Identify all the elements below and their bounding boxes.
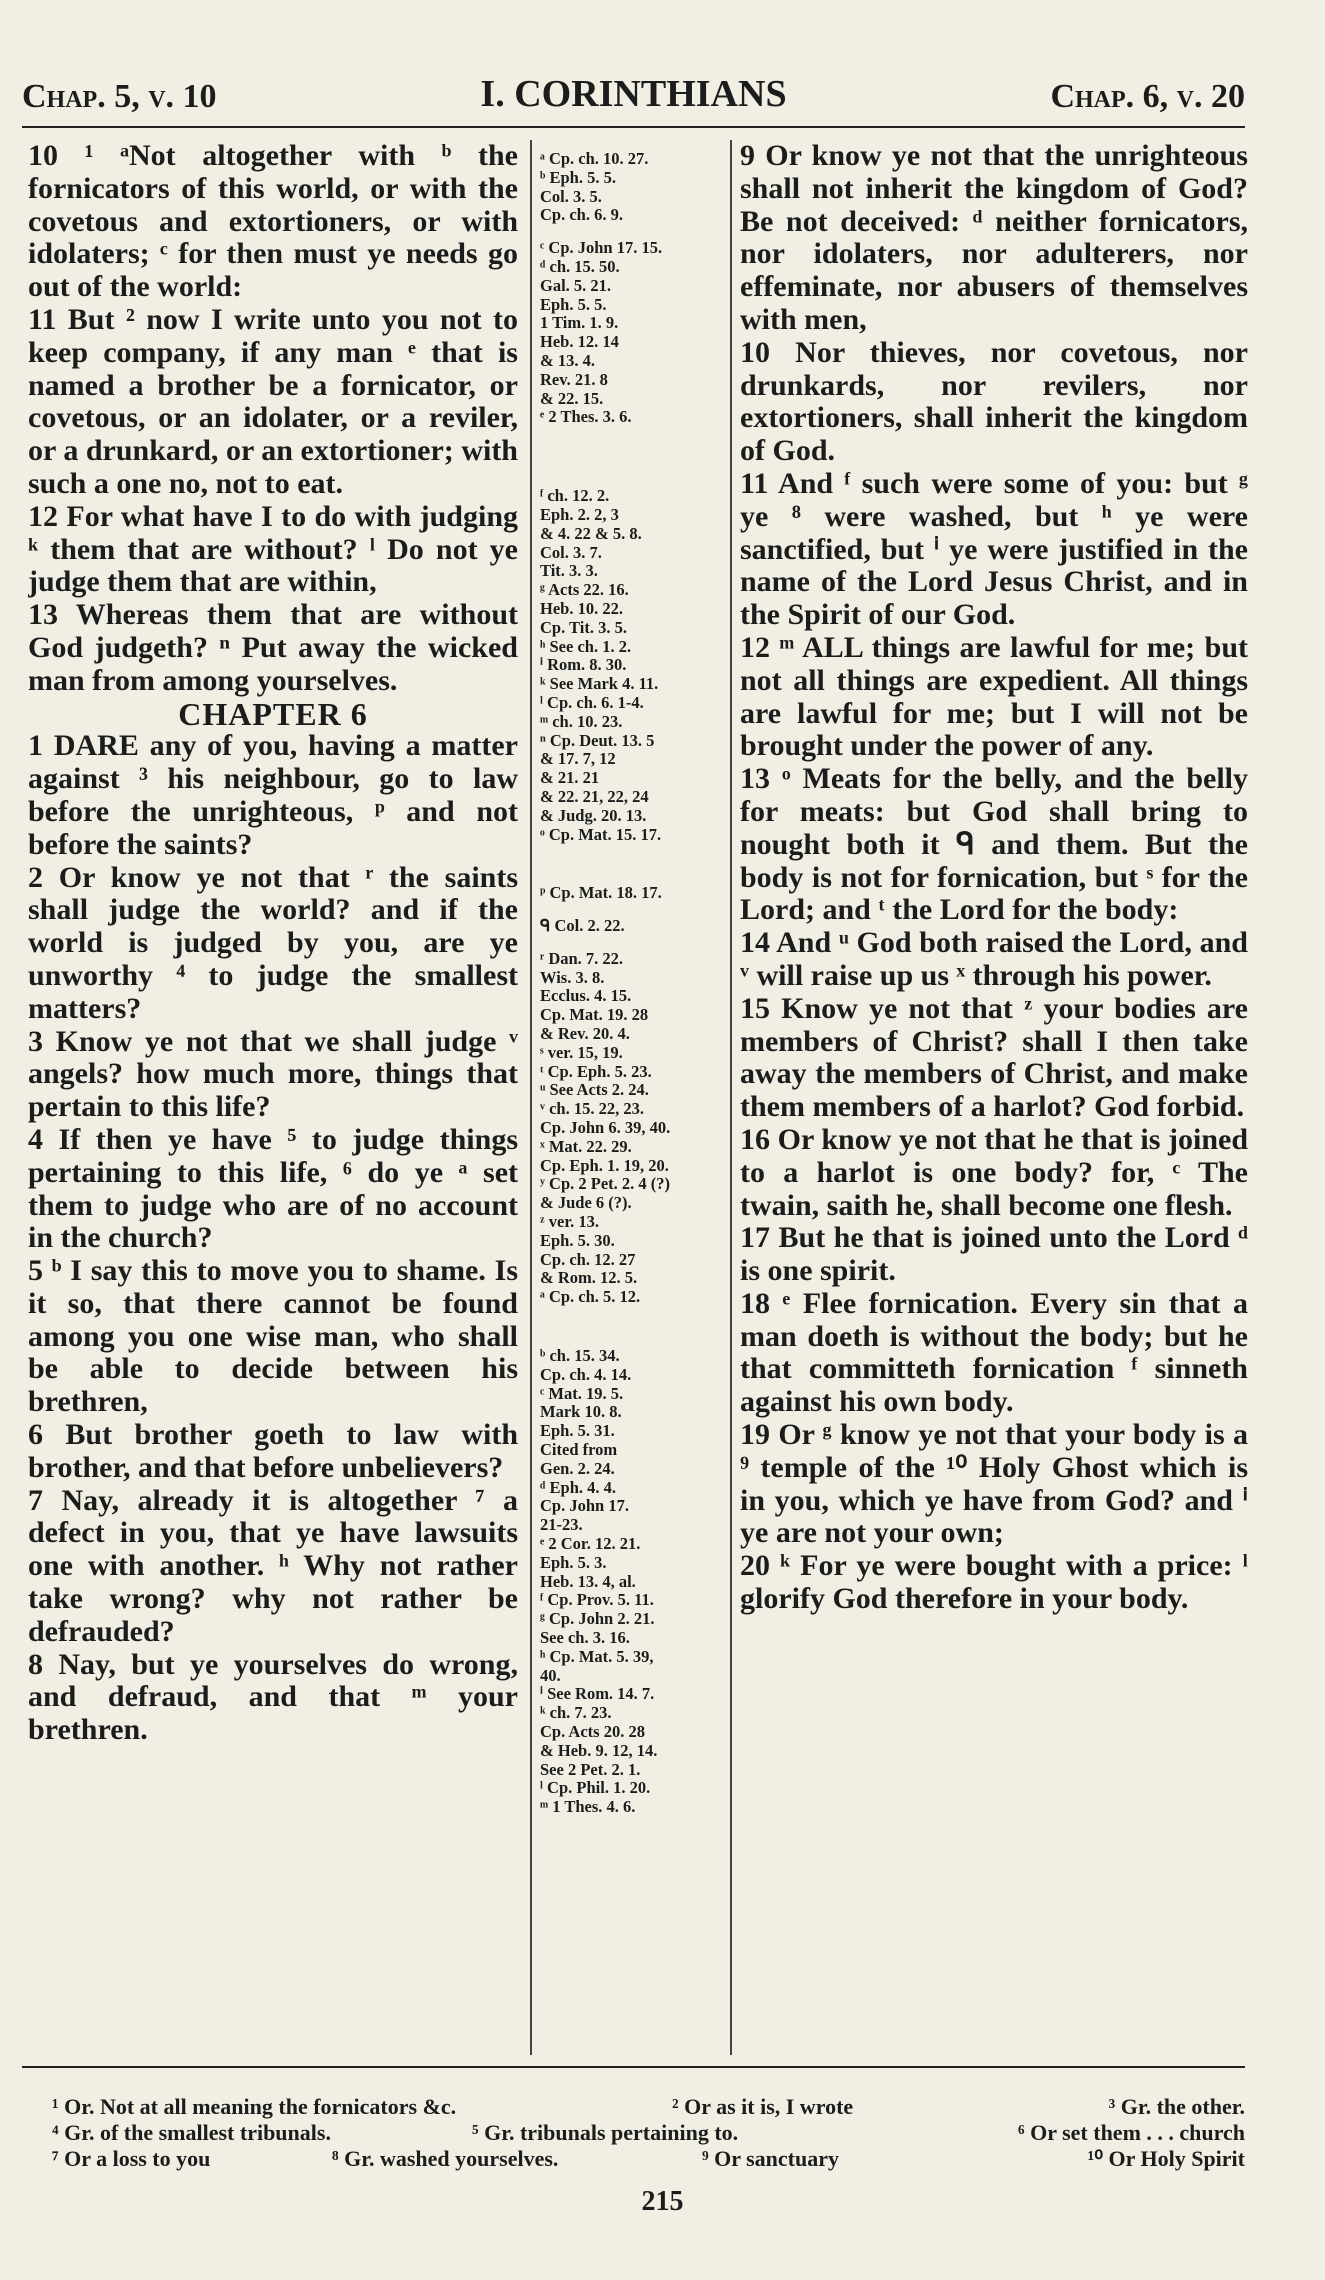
cross-ref: Ecclus. 4. 15. [540,986,632,1006]
footnote: ⁹ Or sanctuary [702,2146,839,2171]
footnote-row [22,2094,1245,2120]
cross-ref: See 2 Pet. 2. 1. [540,1759,641,1779]
footnote-row [22,2146,1245,2172]
verse: 20 ᵏ For ye were bought with a price: ˡ glorify God therefore in your body. [740,1549,1248,1616]
footnote-rule [22,2066,1245,2068]
header-rule [22,126,1245,128]
page-number: 215 [641,2186,684,2217]
cross-ref: ᶻ ver. 13. [540,1212,599,1232]
cross-ref: ᑫ Col. 2. 22. [540,916,625,936]
cross-ref: See ch. 3. 16. [540,1627,630,1647]
cross-ref: ᵇ Eph. 5. 5. [540,167,616,187]
cross-ref: Rev. 21. 8 [540,369,608,389]
cross-ref: & 22. 21, 22, 24 [540,786,649,806]
cross-ref: ᵉ 2 Cor. 12. 21. [540,1534,641,1553]
cross-ref: Heb. 12. 14 [540,332,619,352]
verse: 19 Or ᵍ know ye not that your body is a ⁹ temple of the ¹⁰ Holy Ghost which is in you, which ye have from God? and ⁱ ye are not your own; [740,1418,1248,1550]
verse: 3 Know ye not that we shall judge ᵛ angels? how much more, things that pertain to this life? [28,1024,518,1124]
cross-ref: ᶜ Mat. 19. 5. [540,1383,624,1403]
cross-ref: Cited from [540,1440,618,1460]
cross-ref: ᶠ ch. 12. 2. [540,486,610,506]
verse: 10 Nor thieves, nor covetous, nor drunkards, nor revilers, nor extortioners, shall inherit the kingdom of God. [740,335,1248,468]
cross-ref: & 21. 21 [540,768,600,788]
cross-ref: ʰ Cp. Mat. 5. 39, [540,1646,654,1666]
cross-ref: Cp. ch. 12. 27 [540,1249,636,1269]
cross-ref: Heb. 13. 4, al. [540,1571,636,1591]
verse: 13 Whereas them that are without God judgeth? ⁿ Put away the wicked man from among yourselves. [28,598,518,697]
cross-ref: Tit. 3. 3. [540,561,598,581]
footnotes [22,2094,1245,2172]
cross-ref: ʸ Cp. 2 Pet. 2. 4 (?) [540,1174,671,1194]
cross-ref: & Rev. 20. 4. [540,1024,630,1044]
cross-ref: ᵐ 1 Thes. 4. 6. [540,1797,636,1817]
cross-ref: Eph. 5. 3. [540,1552,607,1572]
cross-ref: ⁿ Cp. Deut. 13. 5 [540,730,655,750]
cross-ref: ᵏ ch. 7. 23. [540,1703,612,1723]
verse: 18 ᵉ Flee fornication. Every sin that a man doeth is without the body; but he that committeth fornication ᶠ sinneth against his own body. [740,1286,1248,1419]
cross-ref: Cp. Eph. 1. 19, 20. [540,1155,669,1175]
cross-ref: Gen. 2. 24. [540,1458,615,1478]
column-divider [530,140,532,2055]
verse: 11 And ᶠ such were some of you: but ᵍ ye ⁸ were washed, but ʰ ye were sanctified, but ⁱ ye were justified in the name of the Lord Jesus Christ, and in the Spirit of our God. [740,466,1248,632]
footnote: ² Or as it is, I wrote [672,2094,854,2119]
header-left-reference: Chap. 5, v. 10 [22,78,217,115]
cross-ref: & 22. 15. [540,388,604,408]
verse: 15 Know ye not that ᶻ your bodies are members of Christ? shall I then take away the members of Christ, and make them members of a harlot? God forbid. [740,991,1248,1124]
cross-ref: & Judg. 20. 13. [540,805,647,825]
verse: 7 Nay, already it is altogether ⁷ a defect in you, that ye have lawsuits one with another. ʰ Why not rather take wrong? why not rather be defrauded? [28,1483,518,1648]
verse: 5 ᵇ I say this to move you to shame. Is it so, that there cannot be found among you one wise man, who shall be able to decide between his brethren, [28,1254,518,1419]
verse: 6 But brother goeth to law with brother, and that before unbelievers? [28,1418,518,1484]
cross-ref: ᵘ See Acts 2. 24. [540,1080,649,1100]
verse: 9 Or know ye not that the unrighteous shall not inherit the kingdom of God? Be not deceived: ᵈ neither fornicators, nor idolaters, nor adulterers, nor effeminate, nor abusers of themselves with men, [740,140,1248,336]
cross-ref: ᵈ ch. 15. 50. [540,256,620,276]
cross-ref: ᵏ See Mark 4. 11. [540,674,659,694]
cross-ref: ᵒ Cp. Mat. 15. 17. [540,824,662,844]
page-header [22,72,1245,132]
cross-ref: ˡ Cp. ch. 6. 1-4. [540,692,644,712]
cross-ref: Eph. 5. 30. [540,1230,615,1250]
footnote: ³ Gr. the other. [1108,2094,1245,2119]
footnote: ¹⁰ Or Holy Spirit [1087,2146,1245,2171]
cross-ref: ᵗ Cp. Eph. 5. 23. [540,1061,652,1081]
cross-ref: Cp. ch. 4. 14. [540,1364,632,1384]
footnote: ⁵ Gr. tribunals pertaining to. [472,2120,739,2145]
verse: 16 Or know ye not that he that is joined to a harlot is one body? for, ᶜ The twain, saith he, shall become one flesh. [740,1122,1248,1222]
cross-ref: 40. [540,1665,561,1685]
cross-ref: ᵐ ch. 10. 23. [540,711,623,731]
cross-ref: Cp. Acts 20. 28 [540,1721,645,1741]
cross-ref: ʳ Dan. 7. 22. [540,948,624,968]
cross-ref: Gal. 5. 21. [540,275,612,295]
left-text-column [28,140,518,2055]
verse: 12 For what have I to do with judging ᵏ them that are without? ˡ Do not ye judge them that are within, [28,499,518,599]
cross-ref: ᶠ Cp. Prov. 5. 11. [540,1590,654,1610]
book-title: I. CORINTHIANS [480,73,787,115]
cross-ref: & 4. 22 & 5. 8. [540,523,642,543]
cross-ref: ᵉ 2 Thes. 3. 6. [540,407,632,427]
verse: 2 Or know ye not that ʳ the saints shall judge the world? and if the world is judged by you, are ye unworthy ⁴ to judge the smallest matters? [28,860,518,1025]
cross-ref: ⁱ See Rom. 14. 7. [540,1684,655,1704]
cross-ref: ᵇ ch. 15. 34. [540,1346,620,1366]
cross-ref: ᵍ Cp. John 2. 21. [540,1609,655,1629]
cross-ref: ˣ Mat. 22. 29. [540,1136,632,1156]
verse: 14 And ᵘ God both raised the Lord, and ᵛ will raise up us ˣ through his power. [740,926,1248,992]
footnote: ⁴ Gr. of the smallest tribunals. [52,2120,331,2145]
footnote: ⁷ Or a loss to you [52,2146,211,2171]
cross-ref: & 17. 7, 12 [540,749,616,769]
cross-ref: Cp. John 17. [540,1496,629,1516]
cross-ref: Eph. 5. 31. [540,1421,615,1441]
cross-ref: Mark 10. 8. [540,1402,622,1422]
footnote: ⁸ Gr. washed yourselves. [332,2146,559,2171]
cross-ref: & Jude 6 (?). [540,1193,632,1213]
cross-ref: ᵛ ch. 15. 22, 23. [540,1099,644,1119]
cross-ref: Cp. Mat. 19. 28 [540,1005,649,1025]
cross-ref: Cp. Tit. 3. 5. [540,617,627,637]
verse: 11 But ² now I write unto you not to keep company, if any man ᵉ that is named a brother be a fornicator, or covetous, or an idolater, or a reviler, or a drunkard, or an extortioner; with such a one no, not to eat. [28,302,518,500]
right-text-column [740,140,1248,2055]
cross-ref: ˡ Cp. Phil. 1. 20. [540,1778,651,1798]
column-divider [730,140,732,2055]
cross-ref: & 13. 4. [540,350,595,370]
cross-ref: & Rom. 12. 5. [540,1268,638,1288]
cross-ref: ˢ ver. 15, 19. [540,1042,623,1062]
cross-ref: Wis. 3. 8. [540,967,605,987]
footnote: ¹ Or. Not at all meaning the fornicators &c. [52,2094,457,2119]
verse: 8 Nay, but ye yourselves do wrong, and defraud, and that ᵐ your brethren. [28,1647,518,1747]
verse: 17 But he that is joined unto the Lord ᵈ is one spirit. [740,1221,1248,1288]
cross-ref: ᵃ Cp. ch. 10. 27. [540,150,649,168]
cross-ref: Eph. 5. 5. [540,294,607,314]
cross-ref: 1 Tim. 1. 9. [540,313,619,333]
cross-ref: Col. 3. 5. [540,186,602,206]
verse: 13 ᵒ Meats for the belly, and the belly for meats: but God shall bring to nought both it ᑫ and them. But the body is not for fornication, but ˢ for the Lord; and ᵗ the Lord for the body: [740,762,1248,927]
header-right-reference: Chap. 6, v. 20 [1050,78,1245,115]
cross-ref: ᵈ Eph. 4. 4. [540,1477,616,1497]
cross-ref: ᵍ Acts 22. 16. [540,580,629,600]
cross-ref: Cp. John 6. 39, 40. [540,1118,671,1138]
cross-reference-column [540,150,728,2050]
cross-ref: ᵖ Cp. Mat. 18. 17. [540,883,662,903]
verse: 4 If then ye have ⁵ to judge things pertaining to this life, ⁶ do ye ᵃ set them to judge who are of no account in the church? [28,1122,518,1255]
cross-ref: Heb. 10. 22. [540,598,623,618]
verse: 1 DARE any of you, having a matter against ³ his neighbour, go to law before the unrighteous, ᵖ and not before the saints? [28,729,518,861]
verse: 10 ¹ ᵃNot altogether with ᵇ the fornicators of this world, or with the covetous and extortioners, or with idolaters; ᶜ for then must ye needs go out of the world: [28,140,518,304]
cross-ref: Cp. ch. 6. 9. [540,205,623,225]
cross-ref: ʰ See ch. 1. 2. [540,636,632,656]
chapter-heading: CHAPTER 6 [178,695,368,732]
cross-ref: Eph. 2. 2, 3 [540,504,619,524]
cross-ref: 21-23. [540,1515,583,1535]
footnote-row [22,2120,1245,2146]
cross-ref: Col. 3. 7. [540,542,602,562]
cross-ref: ᶜ Cp. John 17. 15. [540,238,663,258]
footnote: ⁶ Or set them . . . church [1018,2120,1245,2145]
cross-ref: ᵃ Cp. ch. 5. 12. [540,1287,641,1307]
verse: 12 ᵐ ALL things are lawful for me; but not all things are expedient. All things are lawful for me; but I will not be brought under the power of any. [740,630,1248,763]
cross-ref: & Heb. 9. 12, 14. [540,1740,658,1760]
cross-ref: ⁱ Rom. 8. 30. [540,655,627,675]
